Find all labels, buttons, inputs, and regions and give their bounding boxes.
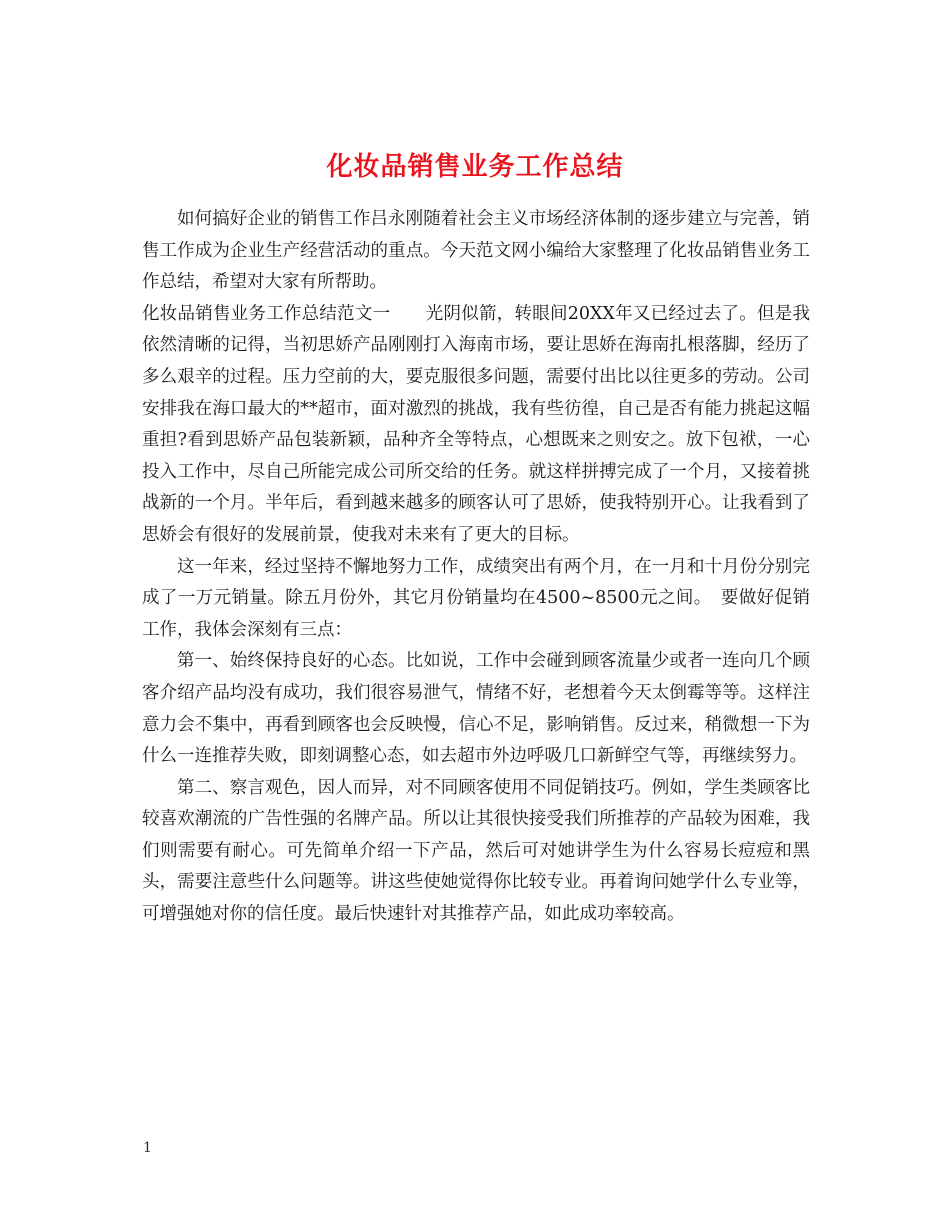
paragraph-point-two: 第二、察言观色，因人而异，对不同顾客使用不同促销技巧。例如，学生类顾客比较喜欢潮流的广告性强的名牌产品。所以让其很快接受我们所推荐的产品较为困难，我们则需要有耐心。可先简单介绍一下产品，然后可对她讲学生为什么容易长痘痘和黑头，需要注意些什么问题等。讲这些使她觉得你比较专业。再着询问她学什么专业等，可增强她对你的信任度。最后快速针对其推荐产品，如此成功率较高。 (142, 777, 810, 925)
page-title: 化妆品销售业务工作总结 (326, 152, 624, 183)
document-body (142, 204, 810, 931)
paragraph-point-one: 第一、始终保持良好的心态。比如说，工作中会碰到顾客流量少或者一连向几个顾客介绍产品均没有成功，我们很容易泄气，情绪不好，老想着今天太倒霉等等。这样注意力会不集中，再看到顾客也会反映慢，信心不足，影响销售。反过来，稍微想一下为什么一连推荐失败，即刻调整心态，如去超市外边呼吸几口新鲜空气等，再继续努力。 (142, 651, 810, 767)
paragraph-intro: 如何搞好企业的销售工作吕永刚随着社会主义市场经济体制的逐步建立与完善，销售工作成为企业生产经营活动的重点。今天范文网小编给大家整理了化妆品销售业务工作总结，希望对大家有所帮助。 (142, 209, 810, 293)
paragraph-sample-one: 化妆品销售业务工作总结范文一 光阴似箭，转眼间20XX年又已经过去了。但是我依然清晰的记得，当初思娇产品刚刚打入海南市场，要让思娇在海南扎根落脚，经历了多么艰辛的过程。压力空前的大，要克服很多问题，需要付出比以往更多的劳动。公司安排我在海口最大的**超市，面对激烈的挑战，我有些彷徨，自己是否有能力挑起这幅重担?看到思娇产品包装新颖，品种齐全等特点，心想既来之则安之。放下包袱，一心投入工作中，尽自己所能完成公司所交给的任务。就这样拼搏完成了一个月，又接着挑战新的一个月。半年后，看到越来越多的顾客认可了思娇，使我特别开心。让我看到了思娇会有很好的发展前景，使我对未来有了更大的目标。 (142, 303, 810, 545)
paragraph-achievements: 这一年来，经过坚持不懈地努力工作，成绩突出有两个月，在一月和十月份分别完成了一万元销量。除五月份外，其它月份销量均在4500~8500元之间。 要做好促销工作，我体会深刻有三点： (142, 556, 810, 640)
page-number: 1 (143, 1140, 152, 1156)
